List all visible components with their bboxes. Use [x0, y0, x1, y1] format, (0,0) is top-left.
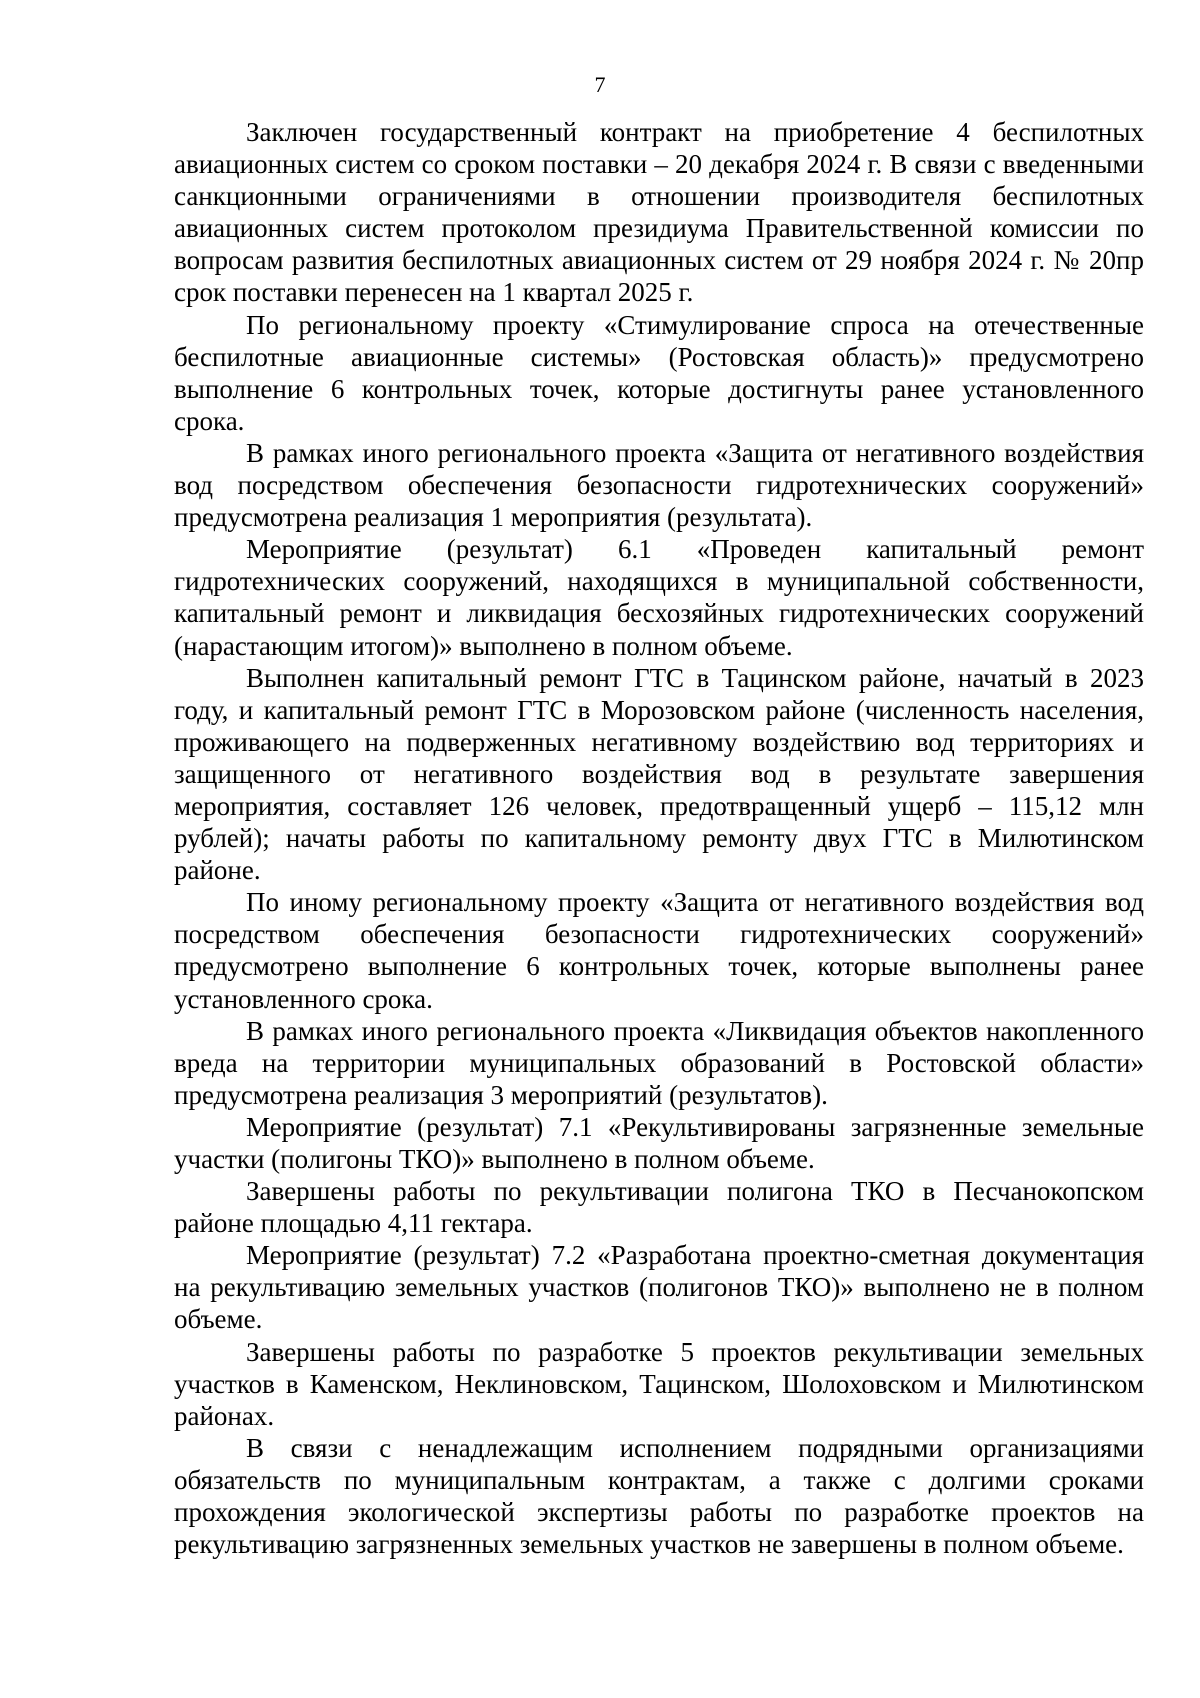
paragraph: Мероприятие (результат) 7.2 «Разработана проектно-сметная документация на рекультивацию земельных участков (полигонов ТКО)» выполнено не в полном объеме. [174, 1240, 1144, 1335]
paragraph: Заключен государственный контракт на приобретение 4 беспилотных авиационных систем со сроком поставки – 20 декабря 2024 г. В связи с введенными санкционными ограничениями в отношении производителя беспилотных авиационных систем протоколом президиума Правительственной комиссии по вопросам развития беспилотных авиационных систем от 29 ноября 2024 г. № 20пр срок поставки перенесен на 1 квартал 2025 г. [174, 117, 1144, 308]
paragraph: Завершены работы по рекультивации полигона ТКО в Песчанокопском районе площадью 4,11 гектара. [174, 1176, 1144, 1239]
paragraph: В рамках иного регионального проекта «Ликвидация объектов накопленного вреда на территории муниципальных образований в Ростовской области» предусмотрена реализация 3 мероприятий (результатов). [174, 1015, 1144, 1110]
paragraph: Мероприятие (результат) 7.1 «Рекультивированы загрязненные земельные участки (полигоны ТКО)» выполнено в полном объеме. [174, 1111, 1144, 1174]
paragraph: По региональному проекту «Стимулирование спроса на отечественные беспилотные авиационные системы» (Ростовская область)» предусмотрено выполнение 6 контрольных точек, которые достигнуты ранее установленного срока. [174, 309, 1144, 436]
paragraph: В рамках иного регионального проекта «Защита от негативного воздействия вод посредством обеспечения безопасности гидротехнических сооружений» предусмотрена реализация 1 мероприятия (результата). [174, 437, 1144, 533]
paragraph: По иному региональному проекту «Защита от негативного воздействия вод посредством обеспечения безопасности гидротехнических сооружений» предусмотрено выполнение 6 контрольных точек, которые выполнены ранее установленного срока. [174, 887, 1144, 1014]
paragraph: Завершены работы по разработке 5 проектов рекультивации земельных участков в Каменском, Неклиновском, Тацинском, Шолоховском и Милютинском районах. [174, 1336, 1144, 1431]
paragraph: В связи с ненадлежащим исполнением подрядными организациями обязательств по муниципальным контрактам, а также с долгими сроками прохождения экологической экспертизы работы по разработке проектов на рекультивацию загрязненных земельных участков не завершены в полном объеме. [174, 1432, 1144, 1560]
document-body [174, 116, 1144, 1560]
page-number: 7 [594, 72, 606, 97]
paragraph: Выполнен капитальный ремонт ГТС в Тацинском районе, начатый в 2023 году, и капитальный ремонт ГТС в Морозовском районе (численность населения, проживающего на подверженных негативному воздействию вод территориях и защищенного от негативного воздействия вод в результате завершения мероприятия, составляет 126 человек, предотвращенный ущерб – 115,12 млн рублей); начаты работы по капитальному ремонту двух ГТС в Милютинском районе. [174, 662, 1144, 886]
paragraph: Мероприятие (результат) 6.1 «Проведен капитальный ремонт гидротехнических сооружений, находящихся в муниципальной собственности, капитальный ремонт и ликвидация бесхозяйных гидротехнических сооружений (нарастающим итогом)» выполнено в полном объеме. [174, 534, 1144, 661]
